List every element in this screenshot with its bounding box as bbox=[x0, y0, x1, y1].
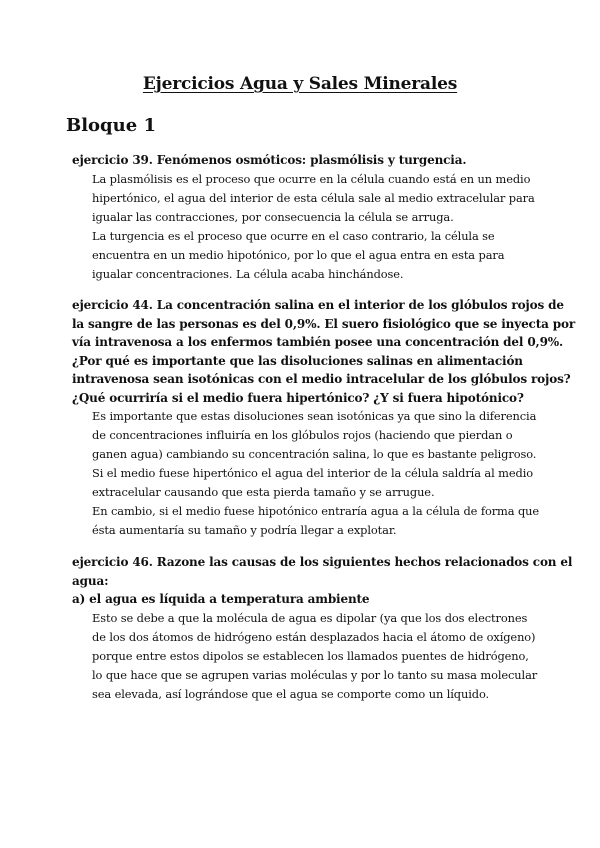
answer-line: Es importante que estas disoluciones sean isotónicas ya que sino la diferencia bbox=[92, 409, 537, 423]
heading-line: la sangre de las personas es del 0,9%. El suero fisiológico que se inyecta por bbox=[72, 316, 576, 331]
block-heading: Bloque 1 bbox=[66, 115, 156, 136]
heading-line: intravenosa sean isotónicas con el medio intracelular de los glóbulos rojos? bbox=[72, 372, 571, 386]
answer-line: de concentraciones influiría en los glóbulos rojos (haciendo que pierdan o bbox=[92, 428, 513, 442]
answer-line: extracelular causando que esta pierda tamaño y se arrugue. bbox=[92, 485, 435, 499]
page-title: Ejercicios Agua y Sales Minerales bbox=[142, 74, 458, 94]
answer-line: Si el medio fuese hipertónico el agua del interior de la célula saldría al medio bbox=[92, 466, 534, 480]
answer-line: ésta aumentaría su tamaño y podría llegar a explotar. bbox=[92, 523, 397, 537]
answer-line: porque entre estos dipolos se establecen los llamados puentes de hidrógeno, bbox=[92, 648, 529, 663]
answer-line: En cambio, si el medio fuese hipotónico entraría agua a la célula de forma que bbox=[92, 504, 540, 518]
answer-line: hipertónico, el agua del interior de esta célula sale al medio extracelular para bbox=[92, 190, 535, 205]
heading-line: a) el agua es líquida a temperatura ambiente bbox=[72, 592, 370, 606]
exercise-answer bbox=[72, 609, 538, 704]
exercise-answer bbox=[72, 407, 540, 540]
answer-line: La turgencia es el proceso que ocurre en el caso contrario, la célula se bbox=[92, 228, 495, 243]
answer-line: sea elevada, así lográndose que el agua se comporte como un líquido. bbox=[92, 686, 490, 701]
exercise-heading bbox=[72, 553, 573, 609]
answer-line: La plasmólisis es el proceso que ocurre en la célula cuando está en un medio bbox=[92, 171, 531, 186]
exercise-heading bbox=[72, 151, 532, 170]
answer-line: igualar concentraciones. La célula acaba hinchándose. bbox=[92, 266, 404, 281]
heading-line: ¿Qué ocurriría si el medio fuera hipertónico? ¿Y si fuera hipotónico? bbox=[72, 390, 524, 405]
answer-line: ganen agua) cambiando su concentración salina, lo que es bastante peligroso. bbox=[92, 447, 537, 461]
answer-line: de los dos átomos de hidrógeno están desplazados hacia el átomo de oxígeno) bbox=[92, 629, 536, 644]
heading-line: ejercicio 46. Razone las causas de los siguientes hechos relacionados con el bbox=[72, 555, 573, 569]
heading-line: agua: bbox=[72, 573, 109, 588]
heading-line: vía intravenosa a los enfermos también posee una concentración del 0,9%. bbox=[72, 335, 564, 349]
exercise-answer bbox=[72, 170, 535, 284]
heading-line: ejercicio 44. La concentración salina en el interior de los glóbulos rojos de bbox=[72, 298, 564, 312]
answer-line: Esto se debe a que la molécula de agua es dipolar (ya que los dos electrones bbox=[92, 610, 528, 625]
answer-line: encuentra en un medio hipotónico, por lo que el agua entra en esta para bbox=[92, 247, 505, 262]
heading-line: ¿Por qué es importante que las disoluciones salinas en alimentación bbox=[72, 353, 523, 368]
exercise-heading bbox=[72, 296, 576, 407]
answer-line: igualar las contracciones, por consecuencia la célula se arruga. bbox=[92, 209, 454, 224]
heading-line: ejercicio 39. Fenómenos osmóticos: plasmólisis y turgencia. bbox=[72, 153, 467, 167]
exercise-44 bbox=[72, 296, 576, 540]
exercise-46 bbox=[72, 553, 573, 704]
exercise-39 bbox=[72, 151, 535, 284]
answer-line: lo que hace que se agrupen varias moléculas y por lo tanto su masa molecular bbox=[92, 667, 538, 682]
